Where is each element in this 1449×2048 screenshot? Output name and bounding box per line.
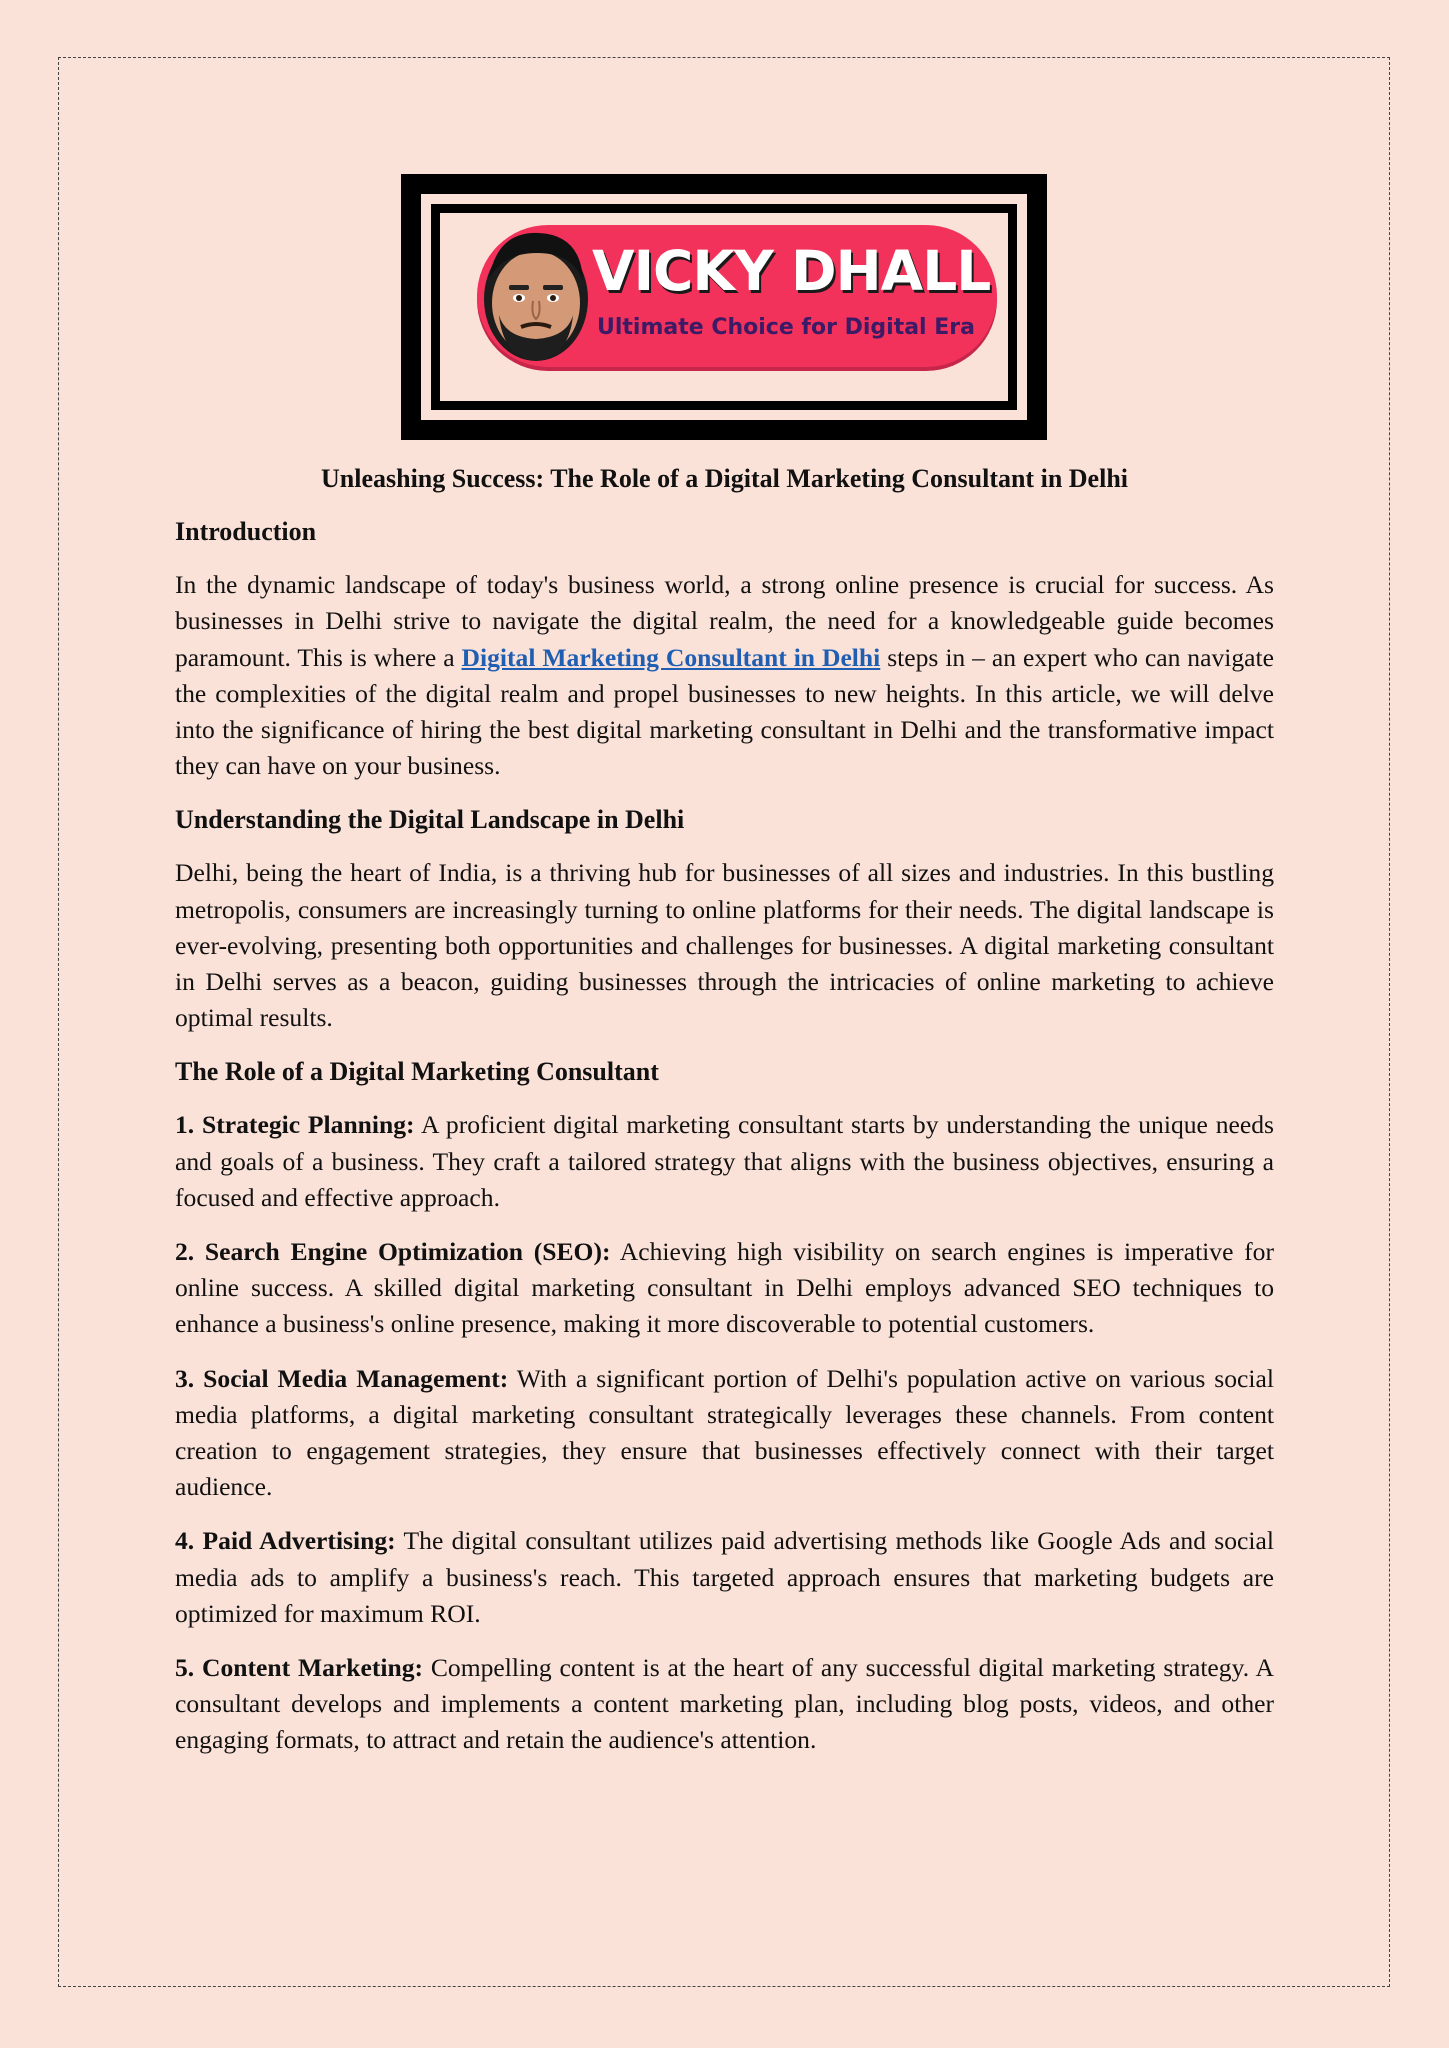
role-item-seo: [175, 1234, 1274, 1343]
avatar-illustration-icon: [477, 219, 595, 367]
landscape-paragraph: Delhi, being the heart of India, is a thriving hub for businesses of all sizes and industries. In this bustling metropolis, consumers are increasingly turning to online platforms for their needs. The digital landscape is ever-evolving, presenting both opportunities and challenges for businesses. A digital marketing consultant in Delhi serves as a beacon, guiding businesses through the intricacies of online marketing to achieve optimal results.: [175, 858, 1274, 1033]
intro-text-after-link: steps in – an expert who can navigate the complexities of the digital realm and propel businesses to new heights. In this article, we will delve into the significance of hiring the best digital marketing consultant in Delhi and the transformative impact they can have on your business.: [175, 642, 1274, 781]
logo-tagline: Ultimate Choice for Digital Era: [597, 315, 975, 340]
role-item-label: 2. Search Engine Optimization (SEO):: [175, 1237, 611, 1267]
section-heading-introduction: Introduction: [175, 517, 317, 547]
role-item-label: 3. Social Media Management:: [175, 1363, 509, 1393]
role-item-content-marketing: [175, 1650, 1274, 1759]
role-item-strategic-planning: [175, 1107, 1274, 1216]
article-title: Unleashing Success: The Role of a Digital Marketing Consultant in Delhi: [320, 464, 1128, 493]
role-item-text: Compelling content is at the heart of any successful digital marketing strategy. A consultant develops and implements a content marketing plan, including blog posts, videos, and other engaging formats, to attract and retain the audience's attention.: [175, 1653, 1274, 1755]
section-heading-role: The Role of a Digital Marketing Consultant: [175, 1057, 659, 1087]
role-item-text: The digital consultant utilizes paid advertising methods like Google Ads and social media ads to amplify a business's reach. This targeted approach ensures that marketing budgets are optimized for maximum ROI.: [175, 1526, 1274, 1628]
role-item-social-media: [175, 1361, 1274, 1506]
article-body: [175, 461, 1274, 1777]
role-item-label: 5. Content Marketing:: [175, 1653, 424, 1683]
logo-banner: [401, 174, 1047, 440]
role-item-label: 1. Strategic Planning:: [175, 1110, 415, 1140]
intro-paragraph: [175, 567, 1274, 784]
section-heading-landscape: Understanding the Digital Landscape in Delhi: [175, 805, 685, 835]
role-item-paid-advertising: [175, 1523, 1274, 1632]
role-item-text: With a significant portion of Delhi's population active on various social media platforms, a digital marketing consultant strategically leverages these channels. From content creation to engagement strategies, they ensure that businesses effectively connect with their target audience.: [175, 1363, 1275, 1502]
consultant-link[interactable]: Digital Marketing Consultant in Delhi: [461, 642, 881, 672]
role-item-text: A proficient digital marketing consultant starts by understanding the unique needs and goals of a business. They craft a tailored strategy that aligns with the business objectives, ensuring a focused and effective approach.: [175, 1110, 1274, 1212]
role-item-label: 4. Paid Advertising:: [175, 1526, 396, 1556]
intro-text-before-link: In the dynamic landscape of today's business world, a strong online presence is crucial for success. As businesses in Delhi strive to navigate the digital realm, the need for a knowledgeable guide becomes paramount. This is where a: [175, 570, 1274, 672]
logo-name: VICKY DHALL: [592, 239, 991, 303]
role-item-text: Achieving high visibility on search engines is imperative for online success. A skilled digital marketing consultant in Delhi employs advanced SEO techniques to enhance a business's online presence, making it more discoverable to potential customers.: [175, 1237, 1274, 1339]
